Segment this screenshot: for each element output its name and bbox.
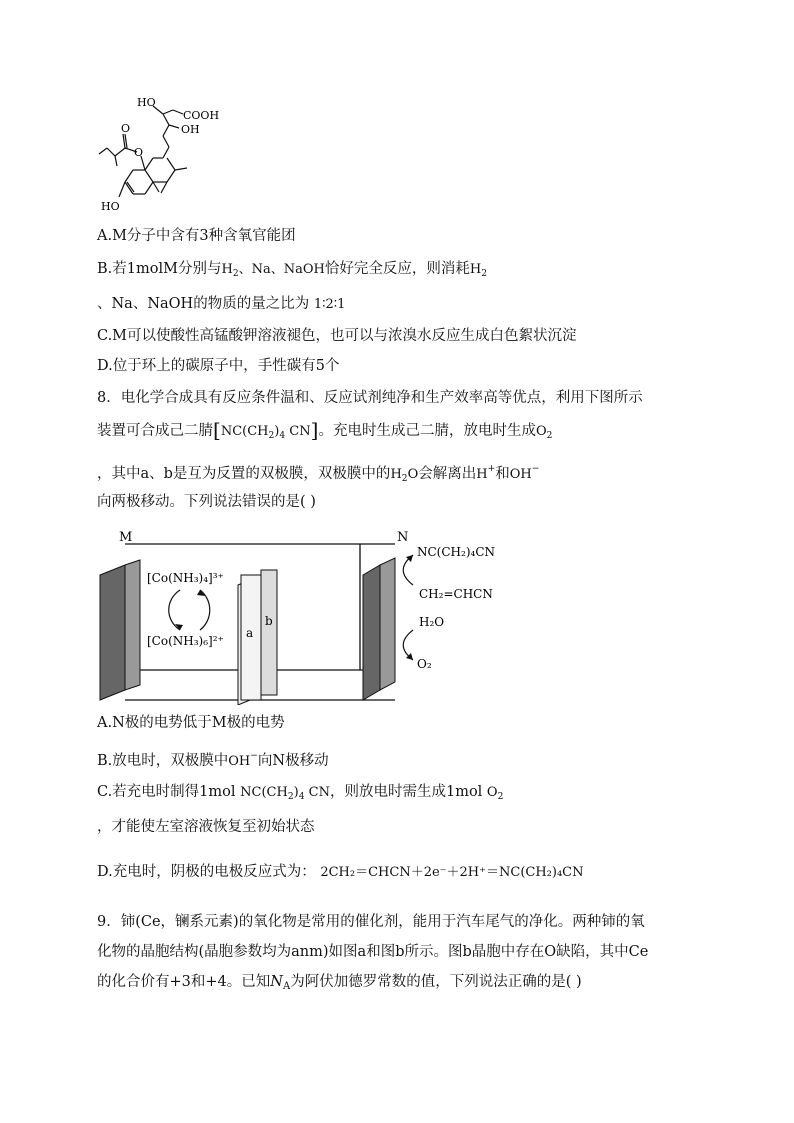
- q7-b2-pre: 、Na、NaOH的物质的量之比为: [97, 296, 310, 312]
- q9-l3-post: 为阿伏加德罗常数的值，下列说法正确的是( ): [290, 974, 582, 990]
- q8-stem-line2: [97, 420, 552, 446]
- q8-b-post: 向N极移动: [257, 753, 329, 769]
- q8-formula-adiponitrile: [$NC(CH_2)_4$ CN]: [213, 418, 319, 442]
- membrane-a-label: a: [246, 626, 254, 640]
- q7-b-formula: $H_2$、Na、NaOH: [221, 262, 325, 279]
- q8-b-pre: B.放电时，双极膜中: [97, 753, 229, 769]
- electrode-m-label: M: [119, 530, 133, 545]
- q8-option-b: [97, 746, 329, 772]
- mol-label-o-ester: O: [134, 146, 144, 159]
- q8-d-pre: D.充电时，阴极的电极反应式为：: [97, 864, 316, 880]
- electrode-n-label: N: [397, 530, 409, 545]
- q7-b-h2: $H_2$: [469, 262, 487, 279]
- q8-b-oh: OH−: [228, 751, 258, 769]
- q8-d-equation: 2CH₂＝CHCN＋2e⁻＋2H⁺＝NC(CH₂)₄CN: [320, 865, 584, 880]
- q8-stem-line1: 8．电化学合成具有反应条件温和、反应试剂纯净和生产效率高等优点，利用下图所示: [97, 390, 643, 406]
- q8-stem-line4: 向两极移动。下列说法错误的是( ): [97, 494, 316, 510]
- q7-b-pre: B.若1molM分别与: [97, 261, 222, 277]
- q8-c-pre: C.若充电时制得1mol: [97, 784, 236, 800]
- mol-label-cooh: COOH: [183, 109, 220, 122]
- q7-option-a: A.M分子中含有3种含氧官能团: [97, 228, 296, 244]
- electrolysis-cell-diagram: [95, 530, 515, 705]
- q9-line2: 化物的晶胞结构(晶胞参数均为anm)如图a和图b所示。图b晶胞中存在O缺陷，其中Ce: [97, 944, 649, 960]
- q7-option-c: C.M可以使酸性高锰酸钾溶液褪色，也可以与浓溴水反应生成白色絮状沉淀: [97, 328, 577, 344]
- q8-stem-line3: [97, 459, 539, 489]
- q8-hplus: H+: [476, 464, 496, 482]
- q8-option-a: A.N极的电势低于M极的电势: [97, 715, 285, 731]
- q8-c-mid: ，则放电时需生成1mol: [329, 784, 483, 800]
- q7-b2-ratio: 1∶2∶1: [313, 297, 346, 312]
- q8-o2: $O_2$: [535, 424, 553, 441]
- water-label: H₂O: [419, 615, 445, 629]
- mol-label-o-carbonyl: O: [121, 122, 131, 135]
- q8-c-o2: $O_2$: [486, 785, 504, 802]
- mol-label-oh: OH: [181, 123, 200, 136]
- product-label: NC(CH₂)₄CN: [417, 545, 495, 559]
- q9-line1: 9．铈(Ce，镧系元素)的氧化物是常用的催化剂，能用于汽车尾气的净化。两种铈的氧: [97, 914, 645, 930]
- q8-stem2-post: 。充电时生成己二腈，放电时生成: [318, 423, 536, 439]
- complex-label-2: [Co(NH₃)₆]²⁺: [147, 634, 224, 648]
- q8-stem2-pre: 装置可合成己二腈: [97, 423, 213, 439]
- q8-option-c-line2: ，才能使左室溶液恢复至初始状态: [97, 819, 315, 835]
- q8-option-c-line1: [97, 782, 503, 807]
- q8-c-formula: $NC(CH_2)_4$ CN: [240, 785, 330, 802]
- q9-l3-mid: +3和+4。已知: [169, 974, 271, 990]
- q8-stem3-mid: 会解离出: [418, 466, 477, 482]
- complex-label-1: [Co(NH₃)₄]³⁺: [147, 571, 224, 585]
- q7-option-b-line1: [97, 259, 487, 284]
- membrane-b-label: b: [265, 614, 273, 628]
- q9-line3: [97, 972, 582, 997]
- q8-h2o: $H_2O$: [390, 467, 419, 484]
- q8-stem3-and: 和: [495, 466, 510, 482]
- q7-b-post: 恰好完全反应，则消耗: [324, 261, 470, 277]
- reactant-label: CH₂=CHCN: [419, 587, 493, 601]
- q9-l3-pre: 的化合价有: [97, 974, 170, 990]
- q9-na-symbol: $N_A$: [270, 974, 291, 992]
- oxygen-label: O₂: [417, 657, 432, 671]
- mol-label-ho-top: HO: [137, 96, 156, 109]
- mol-label-ho-bottom: HO: [101, 200, 120, 213]
- q7-option-b-line2: [97, 294, 345, 315]
- q8-oh: OH−: [509, 464, 540, 482]
- q7-option-d: D.位于环上的碳原子中，手性碳有5个: [97, 358, 340, 374]
- molecule-structure: [97, 92, 237, 217]
- q8-stem3-pre: ，其中a、b是互为反置的双极膜，双极膜中的: [97, 466, 391, 482]
- q8-option-d: [97, 862, 584, 883]
